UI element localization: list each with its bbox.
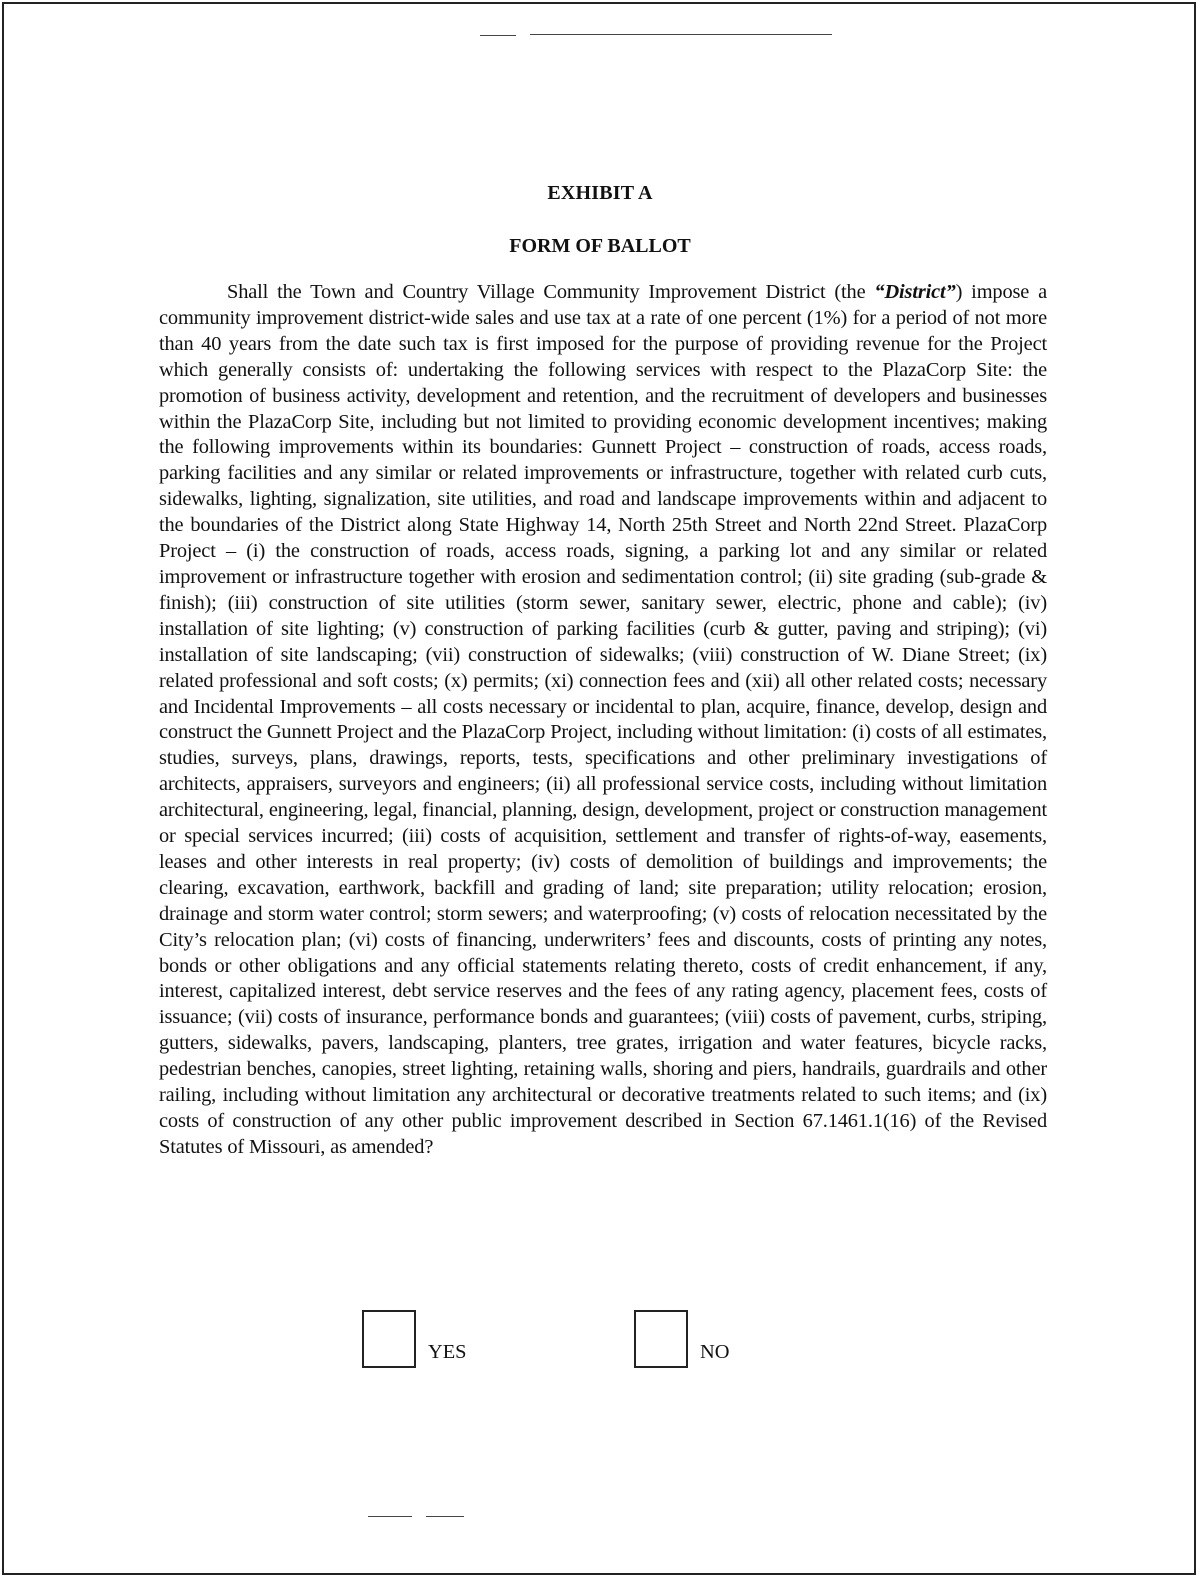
scan-artifact-top-left <box>480 35 516 36</box>
scan-artifact-bottom <box>368 1516 412 1517</box>
no-choice[interactable] <box>634 1310 729 1368</box>
scan-artifact-top <box>530 34 832 35</box>
ballot-question <box>159 280 1047 1161</box>
yes-choice[interactable] <box>362 1310 467 1368</box>
no-label: NO <box>700 1341 730 1363</box>
ballot-heading: FORM OF BALLOT <box>509 235 691 257</box>
district-defined-term: “District” <box>874 281 956 303</box>
ballot-text-body: ) impose a community improvement district-wide sales and use tax at a rate of one percent (1%) for a period of not more than 40 years from the date such tax is first imposed for the purpose of providing revenue for the Project which generally consists of: undertaking the following services with respect to the PlazaCorp Site: the promotion of business activity, development and retention, and the recruitment of developers and businesses within the PlazaCorp Site, including but not limited to providing economic development incentives; making the following improvements within its boundaries: Gunnett Project – construction of roads, access roads, parking facilities and any similar or related improvements or infrastructure, together with related curb cuts, sidewalks, lighting, signalization, site utilities, and road and landscape improvements within and adjacent to the boundaries of the District along State Highway 14, North 25th Street and North 22nd Street. PlazaCorp Project – (i) the construction of roads, access roads, signing, a parking lot and any similar or related improvement or infrastructure together with erosion and sedimentation control; (ii) site grading (sub-grade & finish); (iii) construction of site utilities (storm sewer, sanitary sewer, electric, phone and cable); (iv) installation of site lighting; (v) construction of parking facilities (curb & gutter, paving and striping); (vi) installation of site landscaping; (vii) construction of sidewalks; (viii) construction of W. Diane Street; (ix) related professional and soft costs; (x) permits; (xi) connection fees and (xii) all other related costs; necessary and Incidental Improvements – all costs necessary or incidental to plan, acquire, finance, develop, design and construct the Gunnett Project and the PlazaCorp Project, including without limitation: (i) costs of all estimates, studies, surveys, plans, drawings, reports, tests, specifications and other preliminary investigations of architects, appraisers, surveyors and engineers; (ii) all professional service costs, including without limitation architectural, engineering, legal, financial, planning, design, development, project or construction management or special services incurred; (iii) costs of acquisition, settlement and transfer of rights-of-way, easements, leases and other interests in real property; (iv) costs of demolition of buildings and improvements; the clearing, excavation, earthwork, backfill and grading of land; site preparation; utility relocation; erosion, drainage and storm water control; storm sewers; and waterproofing; (v) costs of relocation necessitated by the City’s relocation plan; (vi) costs of financing, underwriters’ fees and discounts, costs of printing any notes, bonds or other obligations and any official statements relating thereto, costs of credit enhancement, if any, interest, capitalized interest, debt service reserves and the fees of any rating agency, placement fees, costs of issuance; (vii) costs of insurance, performance bonds and guarantees; (viii) costs of pavement, curbs, striping, gutters, sidewalks, pavers, landscaping, planters, tree grates, irrigation and water features, bicycle racks, pedestrian benches, canopies, street lighting, retaining walls, shoring and piers, handrails, guardrails and other railing, including without limitation any architectural or decorative treatments related to such items; and (ix) costs of construction of any other public improvement described in Section 67.1461.1(16) of the Revised Statutes of Missouri, as amended? <box>159 281 1047 1158</box>
exhibit-heading: EXHIBIT A <box>547 182 653 204</box>
yes-checkbox[interactable] <box>362 1310 416 1368</box>
yes-label: YES <box>428 1341 467 1363</box>
scan-artifact-bottom-2 <box>426 1516 464 1517</box>
ballot-text-lead: Shall the Town and Country Village Community Improvement District (the <box>227 281 875 303</box>
no-checkbox[interactable] <box>634 1310 688 1368</box>
